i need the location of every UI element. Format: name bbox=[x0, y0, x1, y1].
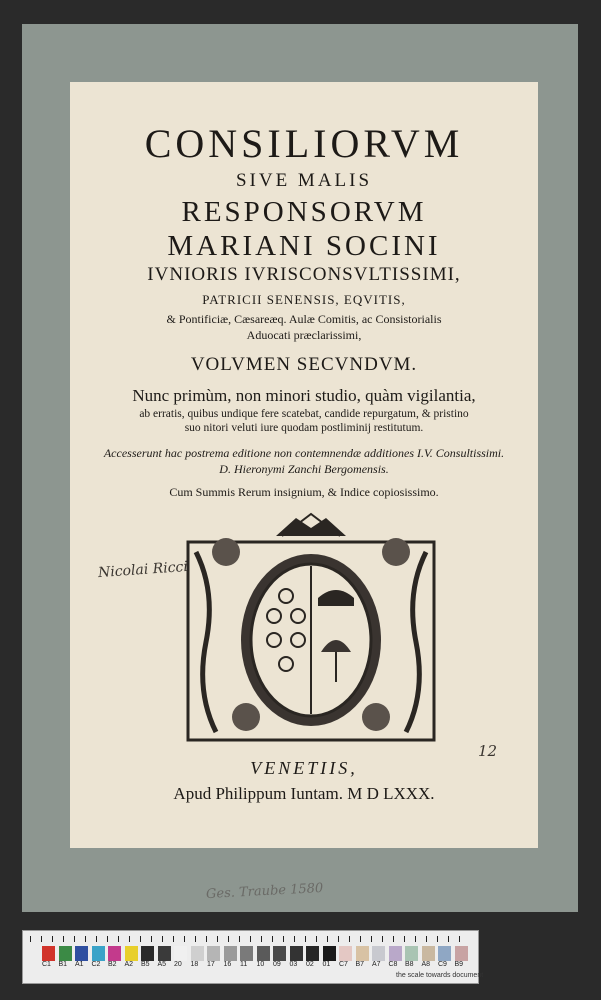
color-patch bbox=[323, 946, 336, 961]
color-patch-label: 16 bbox=[223, 961, 232, 968]
color-patch bbox=[290, 946, 303, 961]
color-patch bbox=[356, 946, 369, 961]
color-patch-label: C9 bbox=[438, 961, 447, 968]
color-patch bbox=[191, 946, 204, 961]
imprint-place: VENETIIS, bbox=[250, 758, 358, 778]
description-line: Nunc primùm, non minori studio, quàm vigilantia, bbox=[132, 386, 476, 405]
color-patch-label: 11 bbox=[240, 961, 248, 968]
color-patch bbox=[389, 946, 402, 961]
color-patch-label: B5 bbox=[141, 961, 150, 968]
description-line: ab erratis, quibus undique fere scatebat, candide repurgatum, & pristino bbox=[139, 408, 469, 420]
color-patch bbox=[174, 946, 187, 961]
color-patch-label: A5 bbox=[157, 961, 167, 968]
color-patch-label: 03 bbox=[289, 961, 298, 968]
color-patch bbox=[372, 946, 385, 961]
color-patch bbox=[405, 946, 418, 961]
title-line: CONSILIORVM bbox=[144, 121, 464, 166]
target-note: the scale towards document bbox=[396, 972, 484, 979]
author-epithet: IVNIORIS IVRISCONSVLTISSIMI, bbox=[147, 264, 461, 285]
handwritten-ownership-note: Nicolai Ricci bbox=[97, 558, 189, 582]
color-patch-label: B1 bbox=[58, 961, 68, 968]
pencil-note: Ges. Traube 1580 bbox=[205, 880, 324, 903]
color-patch bbox=[438, 946, 451, 961]
subtitle-line: SIVE MALIS bbox=[235, 170, 373, 191]
color-patch bbox=[306, 946, 319, 961]
color-patch-label: A1 bbox=[75, 961, 84, 968]
color-patch-label: B2 bbox=[108, 961, 117, 968]
color-patch bbox=[455, 946, 468, 961]
color-patch bbox=[339, 946, 352, 961]
author-titles: & Pontificiæ, Cæsareæq. Aulæ Comitis, ac Consistorialis bbox=[166, 312, 442, 326]
color-patch bbox=[42, 946, 55, 961]
color-patch-label: 02 bbox=[306, 961, 314, 968]
color-patch-label: 01 bbox=[322, 961, 331, 968]
color-patch-label: C1 bbox=[42, 961, 51, 968]
color-patch bbox=[59, 946, 72, 961]
color-patch-label: C8 bbox=[388, 961, 398, 968]
index-line: Cum Summis Rerum insignium, & Indice copiosissimo. bbox=[169, 485, 439, 499]
color-patch-label: B8 bbox=[405, 961, 414, 968]
color-patch bbox=[75, 946, 88, 961]
color-patch bbox=[92, 946, 105, 961]
color-patch bbox=[257, 946, 270, 961]
title-line: RESPONSORVM bbox=[181, 196, 427, 228]
color-patch bbox=[108, 946, 121, 961]
color-patch-label: A7 bbox=[372, 961, 381, 968]
ruler-scale bbox=[30, 936, 470, 942]
color-patch-label: C7 bbox=[339, 961, 348, 968]
color-patch-label: A8 bbox=[421, 961, 431, 968]
color-patch-label: A2 bbox=[124, 961, 134, 968]
additions-line: Accesserunt hac postrema editione non contemnendæ additiones I.V. Consultissimi. bbox=[103, 446, 505, 460]
color-patch bbox=[141, 946, 154, 961]
color-patch bbox=[240, 946, 253, 961]
printers-device-emblem bbox=[186, 512, 436, 744]
volume-line: VOLVMEN SECVNDVM. bbox=[190, 354, 418, 375]
color-patch-label: 20 bbox=[174, 961, 182, 968]
color-patch-label: 18 bbox=[190, 961, 199, 968]
color-patch-label: C2 bbox=[91, 961, 101, 968]
additions-line: D. Hieronymi Zanchi Bergomensis. bbox=[219, 462, 389, 476]
color-patch-label: 17 bbox=[207, 961, 215, 968]
color-patch-label: B7 bbox=[355, 961, 365, 968]
color-patch-label: 09 bbox=[273, 961, 281, 968]
color-patch bbox=[422, 946, 435, 961]
color-patch bbox=[158, 946, 171, 961]
description-line: suo nitori veluti iure quodam postliminij restitutum. bbox=[184, 422, 424, 434]
color-patch-label: 10 bbox=[256, 961, 265, 968]
color-patch bbox=[125, 946, 138, 961]
author-titles: Aduocati præclarissimi, bbox=[246, 328, 362, 342]
author-titles: PATRICII SENENSIS, EQVITIS, bbox=[202, 292, 406, 307]
color-patch bbox=[273, 946, 286, 961]
color-patch bbox=[224, 946, 237, 961]
handwritten-number: 12 bbox=[478, 742, 498, 760]
color-patch-label: B9 bbox=[454, 961, 464, 968]
imprint-printer-date: Apud Philippum Iuntam. M D LXXX. bbox=[173, 784, 435, 803]
color-patch bbox=[207, 946, 220, 961]
author-line: MARIANI SOCINI bbox=[167, 230, 441, 262]
